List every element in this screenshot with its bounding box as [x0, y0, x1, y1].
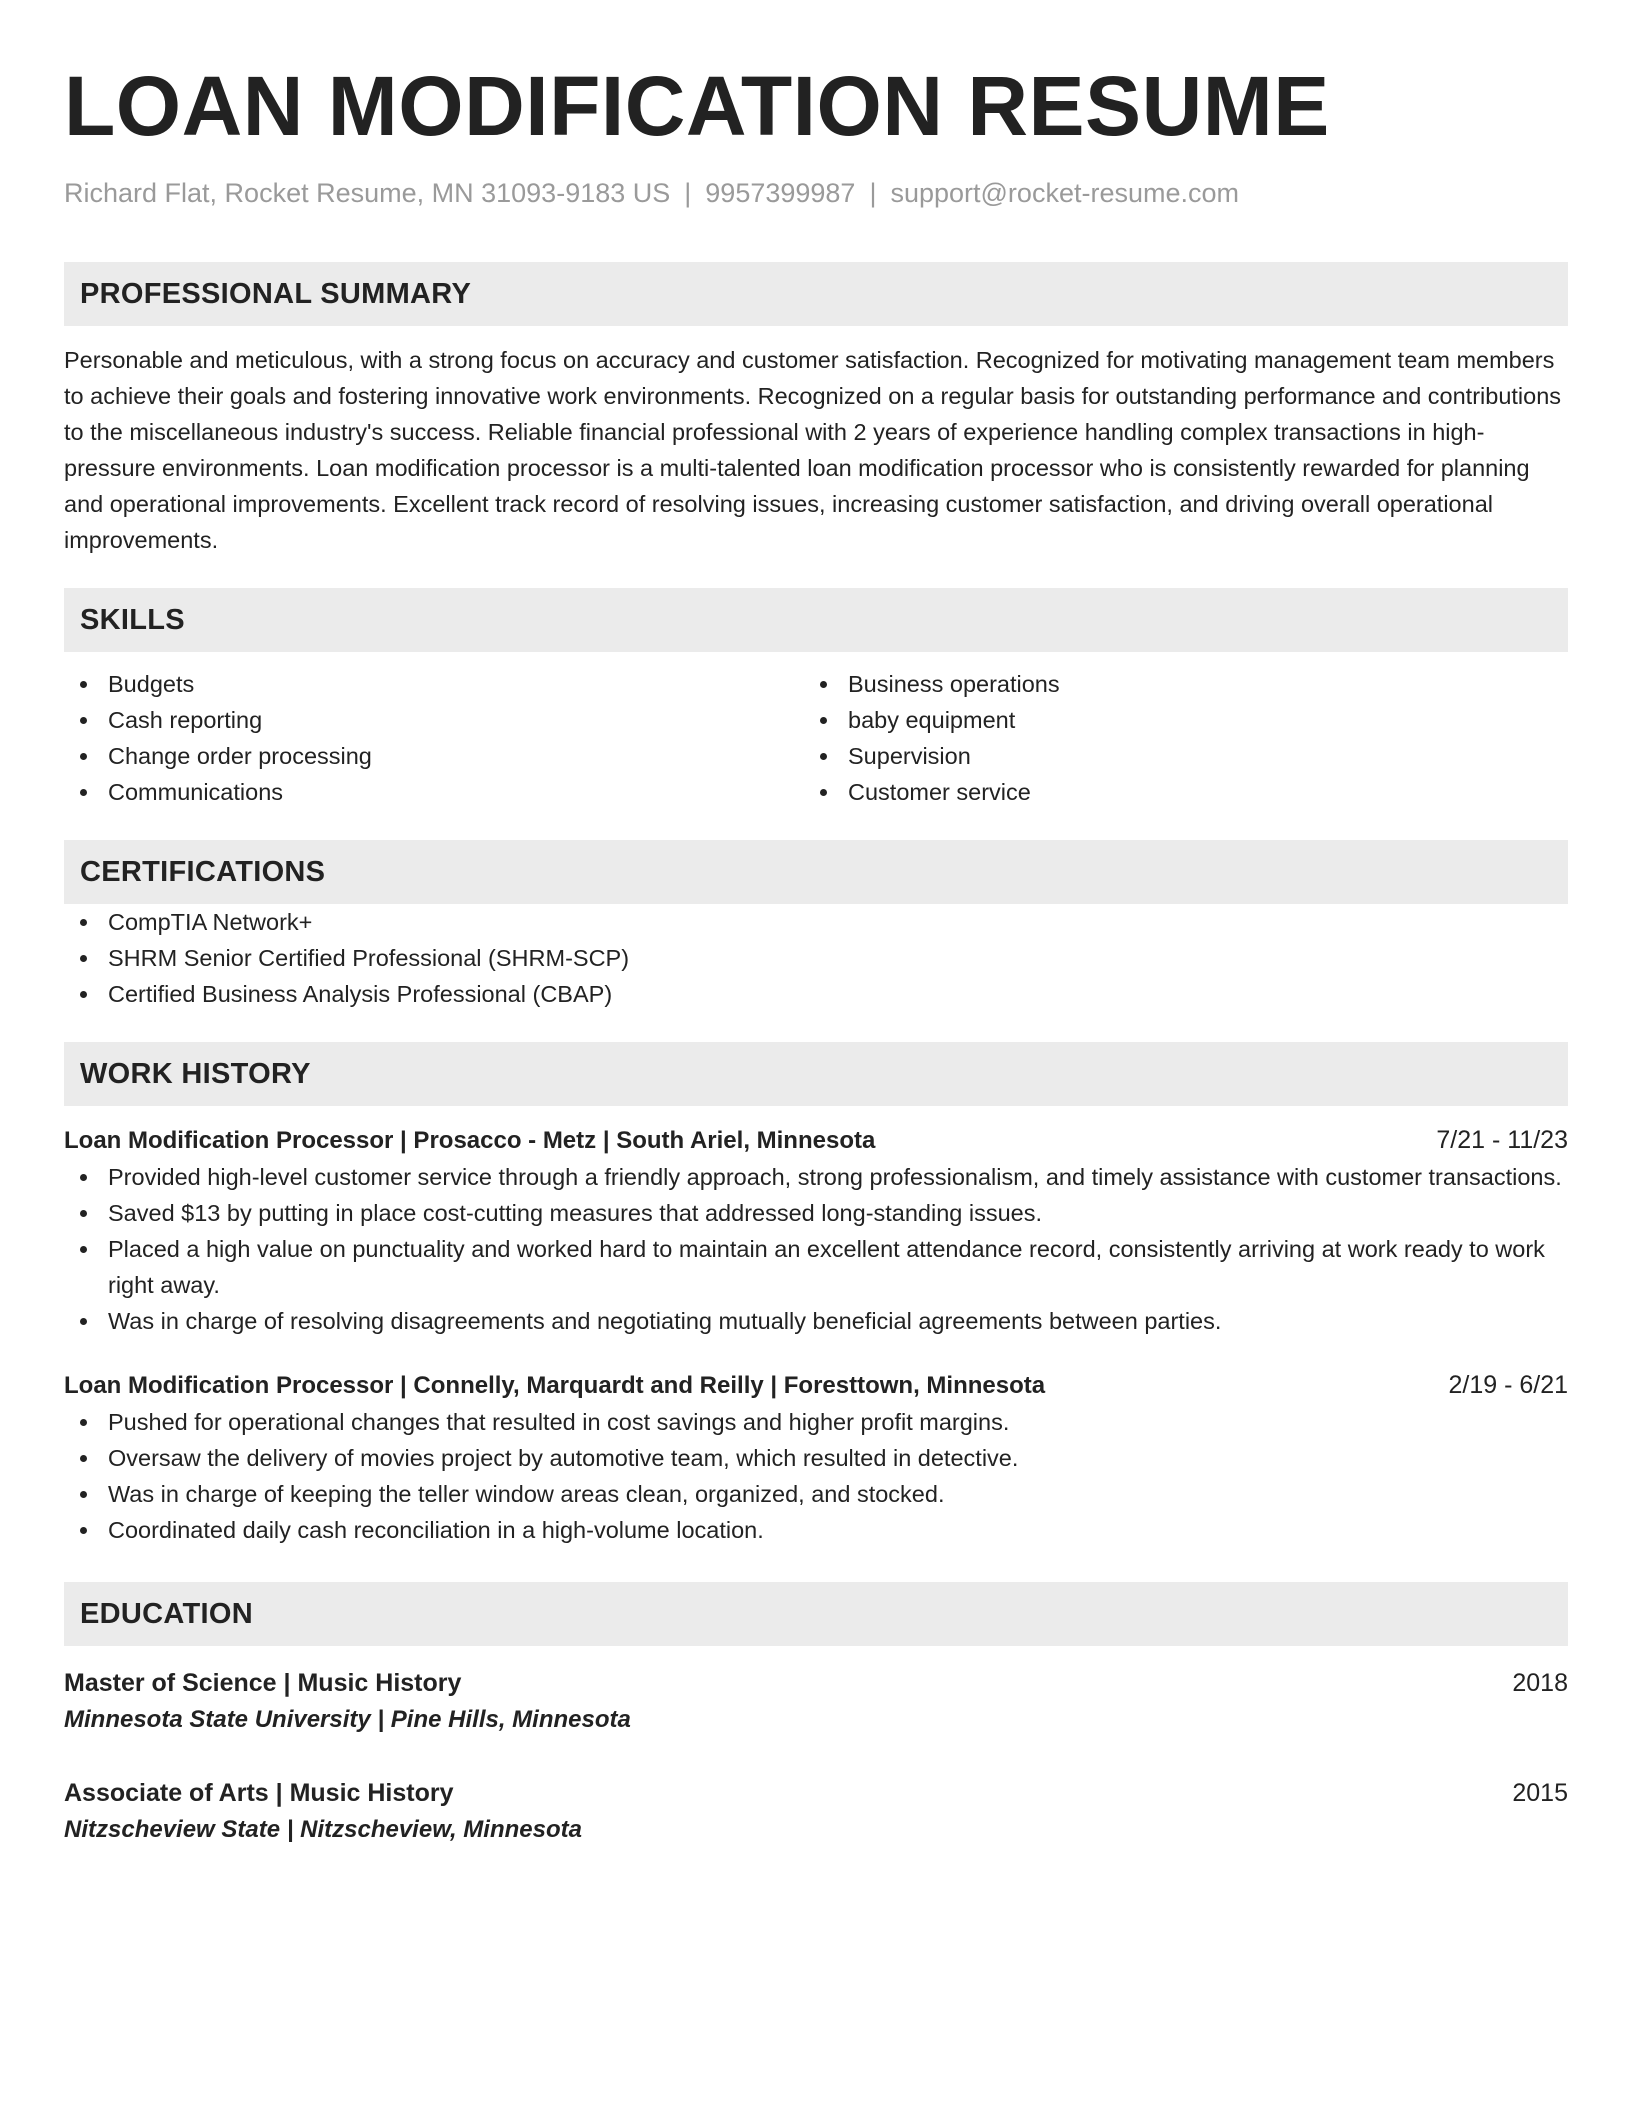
skills-list-right [804, 666, 1544, 810]
job-bullets [64, 1159, 1568, 1339]
bullet-icon [820, 681, 827, 688]
bullet-icon [80, 1527, 87, 1534]
education-entry [64, 1664, 1568, 1738]
education-degree: Associate of Arts | Music History [64, 1779, 454, 1807]
list-item [64, 666, 804, 702]
certifications-list [64, 904, 1568, 1012]
education-header [64, 1664, 1568, 1702]
job-bullet-text: Pushed for operational changes that resulted in cost savings and higher profit margins. [108, 1409, 1010, 1435]
list-item [64, 702, 804, 738]
bullet-icon [80, 717, 87, 724]
education-header [64, 1774, 1568, 1812]
job-title: Loan Modification Processor | Connelly, Marquardt and Reilly | Foresttown, Minnesota [64, 1372, 1046, 1399]
bullet-icon [80, 753, 87, 760]
job-header [64, 1122, 1568, 1159]
section-heading-summary: PROFESSIONAL SUMMARY [64, 262, 1568, 326]
list-item [804, 738, 1544, 774]
bullet-icon [80, 1455, 87, 1462]
contact-email: support@rocket-resume.com [890, 178, 1239, 208]
skill-label: Supervision [848, 743, 971, 769]
skills-list-left [64, 666, 804, 810]
skills-grid [64, 666, 1568, 810]
bullet-icon [80, 789, 87, 796]
bullet-icon [80, 1174, 87, 1181]
list-item [64, 940, 1568, 976]
list-item [64, 774, 804, 810]
list-item [64, 1195, 1568, 1231]
list-item [64, 1404, 1568, 1440]
job-bullet-text: Placed a high value on punctuality and worked hard to maintain an excellent attendance record, consistently arriving at work ready to work right away. [108, 1236, 1545, 1298]
skill-label: Customer service [848, 779, 1031, 805]
list-item [804, 702, 1544, 738]
job-bullet-text: Saved $13 by putting in place cost-cutting measures that addressed long-standing issues. [108, 1200, 1043, 1226]
bullet-icon [80, 919, 87, 926]
list-item [64, 904, 1568, 940]
job-bullet-text: Was in charge of resolving disagreements and negotiating mutually beneficial agreements between parties. [108, 1308, 1222, 1334]
contact-phone: 9957399987 [705, 178, 856, 208]
job-bullets [64, 1404, 1568, 1548]
list-item [64, 1512, 1568, 1548]
education-school: Nitzscheview State | Nitzscheview, Minnesota [64, 1816, 582, 1843]
job-dates: 2/19 - 6/21 [1448, 1371, 1568, 1399]
skill-label: Change order processing [108, 743, 372, 769]
section-heading-certifications: CERTIFICATIONS [64, 840, 1568, 904]
list-item [64, 1440, 1568, 1476]
job-bullet-text: Coordinated daily cash reconciliation in a high-volume location. [108, 1517, 764, 1543]
bullet-icon [820, 789, 827, 796]
contact-separator: | [684, 178, 692, 208]
job-bullet-text: Was in charge of keeping the teller window areas clean, organized, and stocked. [108, 1481, 945, 1507]
certification-label: Certified Business Analysis Professional (CBAP) [108, 981, 613, 1007]
bullet-icon [80, 1210, 87, 1217]
list-item [64, 976, 1568, 1012]
education-degree: Master of Science | Music History [64, 1669, 462, 1697]
skills-column-left [64, 666, 804, 810]
contact-address: Richard Flat, Rocket Resume, MN 31093-9183 US [64, 178, 671, 208]
bullet-icon [80, 1246, 87, 1253]
education-school: Minnesota State University | Pine Hills, Minnesota [64, 1706, 631, 1733]
education-year: 2015 [1512, 1779, 1568, 1807]
job-bullet-text: Oversaw the delivery of movies project by automotive team, which resulted in detective. [108, 1445, 1019, 1471]
list-item [64, 1476, 1568, 1512]
list-item [64, 738, 804, 774]
list-item [804, 774, 1544, 810]
section-heading-skills: SKILLS [64, 588, 1568, 652]
skills-column-right [804, 666, 1544, 810]
bullet-icon [80, 1491, 87, 1498]
list-item [64, 1159, 1568, 1195]
contact-line [64, 176, 1568, 210]
job-bullet-text: Provided high-level customer service through a friendly approach, strong professionalism, and timely assistance with customer transactions. [108, 1164, 1562, 1190]
summary-text: Personable and meticulous, with a strong focus on accuracy and customer satisfaction. Recognized for motivating management team members to achieve their goals and fostering innovative work environments. Recognized on a regular basis for outstanding performance and contributions to the miscellaneous industry's success. Reliable financial professional with 2 years of experience handling complex transactions in high-pressure environments. Loan modification processor is a multi-talented loan modification processor who is consistently rewarded for planning and operational improvements. Excellent track record of resolving issues, increasing customer satisfaction, and driving overall operational improvements. [64, 347, 1562, 553]
list-item [64, 1231, 1568, 1303]
job-dates: 7/21 - 11/23 [1436, 1126, 1568, 1154]
job-title: Loan Modification Processor | Prosacco - Metz | South Ariel, Minnesota [64, 1127, 876, 1154]
bullet-icon [80, 991, 87, 998]
list-item [804, 666, 1544, 702]
section-heading-work-history: WORK HISTORY [64, 1042, 1568, 1106]
bullet-icon [80, 1318, 87, 1325]
certification-label: SHRM Senior Certified Professional (SHRM-SCP) [108, 945, 630, 971]
skill-label: Budgets [108, 671, 195, 697]
bullet-icon [80, 1419, 87, 1426]
section-heading-education: EDUCATION [64, 1582, 1568, 1646]
certification-label: CompTIA Network+ [108, 909, 313, 935]
list-item [64, 1303, 1568, 1339]
bullet-icon [820, 717, 827, 724]
skill-label: Cash reporting [108, 707, 263, 733]
page-title: LOAN MODIFICATION RESUME [64, 59, 1330, 153]
bullet-icon [80, 955, 87, 962]
education-entry [64, 1774, 1568, 1848]
contact-separator: | [869, 178, 877, 208]
job-header [64, 1367, 1568, 1404]
skill-label: Business operations [848, 671, 1060, 697]
bullet-icon [80, 681, 87, 688]
skill-label: baby equipment [848, 707, 1016, 733]
skill-label: Communications [108, 779, 284, 805]
education-year: 2018 [1512, 1669, 1568, 1697]
bullet-icon [820, 753, 827, 760]
